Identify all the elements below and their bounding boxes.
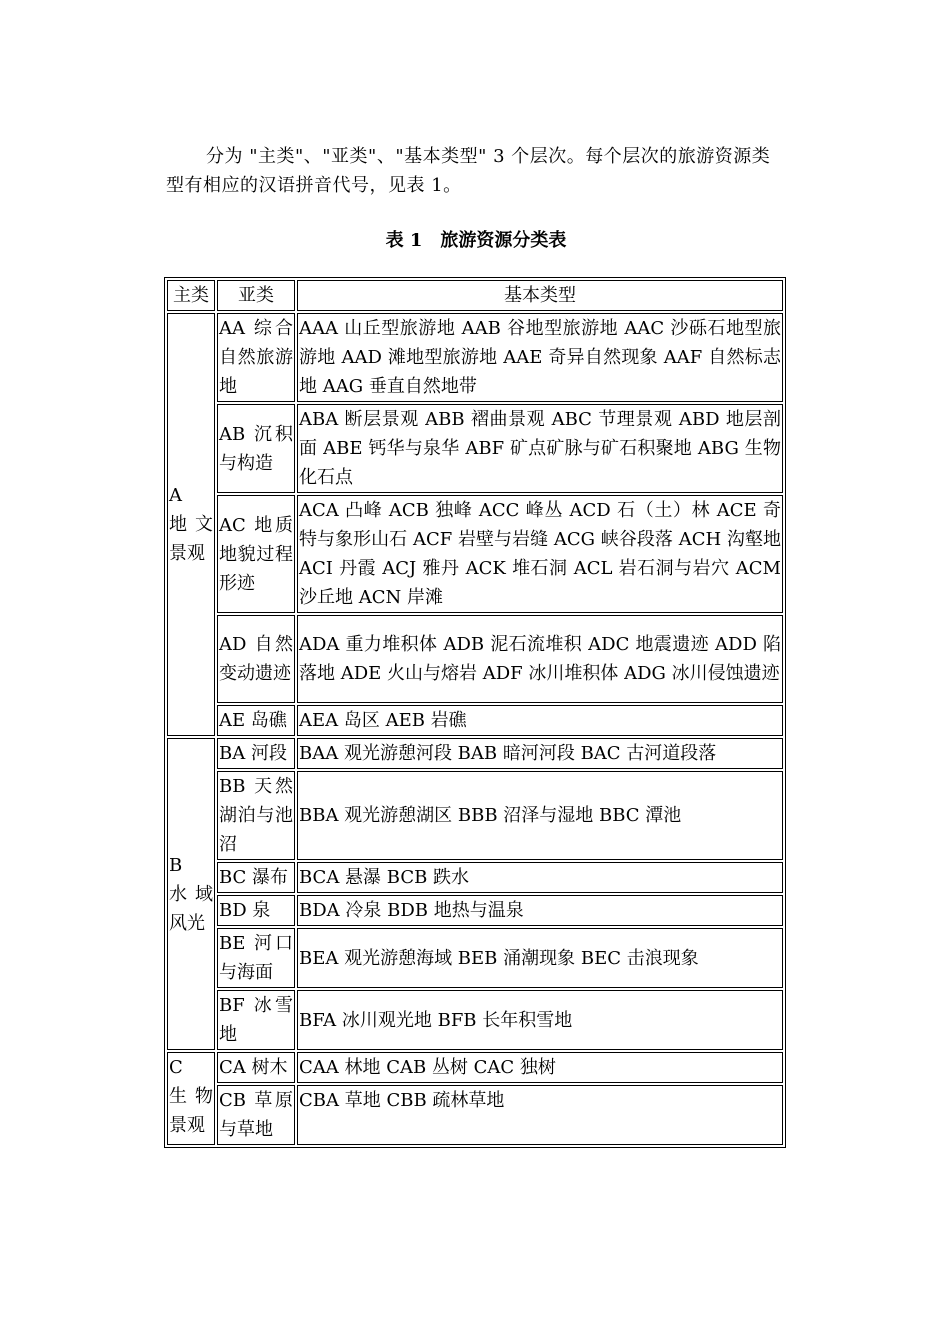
table-row bbox=[167, 928, 783, 988]
basic-type-cell: CAA 林地 CAB 丛树 CAC 独树 bbox=[297, 1052, 783, 1083]
sub-category-cell: AB 沉积与构造 bbox=[217, 404, 295, 493]
header-main-category: 主类 bbox=[167, 280, 215, 311]
sub-category-cell: BB 天然湖泊与池沼 bbox=[217, 771, 295, 860]
table-row bbox=[167, 1052, 783, 1083]
basic-type-cell: BDA 冷泉 BDB 地热与温泉 bbox=[297, 895, 783, 926]
table-row bbox=[167, 404, 783, 493]
table-row bbox=[167, 705, 783, 736]
sub-category-cell: BF 冰雪地 bbox=[217, 990, 295, 1050]
table-row bbox=[167, 313, 783, 402]
sub-category-cell: AE 岛礁 bbox=[217, 705, 295, 736]
table-row bbox=[167, 495, 783, 613]
sub-category-cell: BC 瀑布 bbox=[217, 862, 295, 893]
main-category-cell: C 生物景观 bbox=[167, 1052, 215, 1145]
table-row bbox=[167, 862, 783, 893]
table-row bbox=[167, 1085, 783, 1145]
table-row bbox=[167, 771, 783, 860]
sub-category-cell: AA 综合自然旅游地 bbox=[217, 313, 295, 402]
sub-category-cell: BD 泉 bbox=[217, 895, 295, 926]
basic-type-cell: BFA 冰川观光地 BFB 长年积雪地 bbox=[297, 990, 783, 1050]
sub-category-cell: CB 草原与草地 bbox=[217, 1085, 295, 1145]
basic-type-cell: ACA 凸峰 ACB 独峰 ACC 峰丛 ACD 石（土）林 ACE 奇特与象形山石 ACF 岩壁与岩缝 ACG 峡谷段落 ACH 沟壑地 ACI 丹霞 ACJ 雅丹 ACK 堆石洞 ACL 岩石洞与岩穴 ACM 沙丘地 ACN 岸滩 bbox=[297, 495, 783, 613]
basic-type-cell: AAA 山丘型旅游地 AAB 谷地型旅游地 AAC 沙砾石地型旅游地 AAD 滩地型旅游地 AAE 奇异自然现象 AAF 自然标志地 AAG 垂直自然地带 bbox=[297, 313, 783, 402]
classification-table bbox=[164, 277, 786, 1148]
table-row bbox=[167, 615, 783, 703]
basic-type-cell: BCA 悬瀑 BCB 跌水 bbox=[297, 862, 783, 893]
header-sub-category: 亚类 bbox=[217, 280, 295, 311]
sub-category-cell: AD 自然变动遗迹 bbox=[217, 615, 295, 703]
main-category-cell: B 水域风光 bbox=[167, 738, 215, 1050]
table-row bbox=[167, 990, 783, 1050]
basic-type-cell: BBA 观光游憩湖区 BBB 沼泽与湿地 BBC 潭池 bbox=[297, 771, 783, 860]
table-caption: 表 1 旅游资源分类表 bbox=[385, 230, 567, 251]
sub-category-cell: BA 河段 bbox=[217, 738, 295, 769]
sub-category-cell: BE 河口与海面 bbox=[217, 928, 295, 988]
table-row bbox=[167, 895, 783, 926]
table-row bbox=[167, 738, 783, 769]
basic-type-cell: ABA 断层景观 ABB 褶曲景观 ABC 节理景观 ABD 地层剖面 ABE 钙华与泉华 ABF 矿点矿脉与矿石积聚地 ABG 生物化石点 bbox=[297, 404, 783, 493]
basic-type-cell: BAA 观光游憩河段 BAB 暗河河段 BAC 古河道段落 bbox=[297, 738, 783, 769]
table-header-row bbox=[167, 280, 783, 311]
header-basic-type: 基本类型 bbox=[297, 280, 783, 311]
sub-category-cell: CA 树木 bbox=[217, 1052, 295, 1083]
main-category-cell: A 地文景观 bbox=[167, 313, 215, 736]
basic-type-cell: CBA 草地 CBB 疏林草地 bbox=[297, 1085, 783, 1145]
basic-type-cell: BEA 观光游憩海域 BEB 涌潮现象 BEC 击浪现象 bbox=[297, 928, 783, 988]
basic-type-cell: AEA 岛区 AEB 岩礁 bbox=[297, 705, 783, 736]
sub-category-cell: AC 地质地貌过程形迹 bbox=[217, 495, 295, 613]
basic-type-cell: ADA 重力堆积体 ADB 泥石流堆积 ADC 地震遗迹 ADD 陷落地 ADE 火山与熔岩 ADF 冰川堆积体 ADG 冰川侵蚀遗迹 bbox=[297, 615, 783, 703]
intro-paragraph: 分为 "主类"、"亚类"、"基本类型" 3 个层次。每个层次的旅游资源类型有相应的汉语拼音代号，见表 1。 bbox=[166, 146, 771, 196]
